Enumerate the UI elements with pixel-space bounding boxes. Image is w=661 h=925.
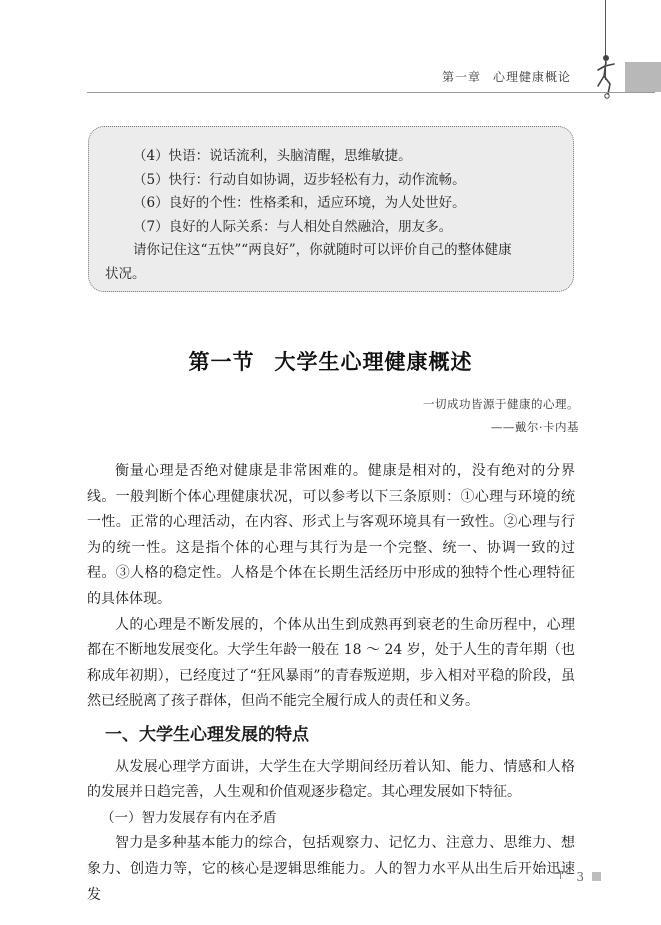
section-heading: 大学生心理健康概述: [274, 349, 473, 374]
note-box: [88, 126, 574, 292]
chapter-tab-marker: [625, 62, 661, 92]
sub-subsection-heading: （一）智力发展存有内在矛盾: [101, 809, 277, 826]
paragraph-2: 人的心理是不断发展的，个体从出生到成熟再到衰老的生命历程中，心理都在不断地发展变化。大学生年龄一般在 18 ～ 24 岁，处于人生的青年期（也称成年初期），已经度过了“狂风暴雨”的青春叛逆期，步入相对平稳的阶段，虽然已经脱离了孩子群体，但尚不能完全履行成人的责任和义务。: [87, 616, 575, 710]
note-line-6: （6）良好的个性：性格柔和，适应环境，为人处世好。: [133, 195, 466, 211]
paragraph-4: 智力是多种基本能力的综合，包括观察力、记忆力、注意力、思维力、想象力、创造力等，它的核心是逻辑思维能力。人的智力水平从出生后开始迅速发: [87, 835, 575, 903]
note-line-4: （4）快语：说话流利，头脑清醒，思维敏捷。: [133, 148, 412, 164]
section-number: 第一节: [188, 349, 255, 374]
note-line-7: （7）良好的人际关系：与人相处自然融洽，朋友多。: [133, 218, 453, 235]
header-chapter: 第一章: [441, 70, 481, 84]
corner-mark-icon: [560, 871, 568, 879]
epigraph-text: 一切成功皆源于健康的心理。: [423, 397, 579, 411]
note-closing-line-1: 请你记住这“五快”“两良好”，你就随时可以评价自己的整体健康: [133, 242, 512, 258]
page-footer: [560, 870, 601, 884]
running-header: [442, 68, 571, 85]
square-marker-icon: [592, 872, 601, 881]
note-line-5: （5）快行：行动自如协调，迈步轻松有力，动作流畅。: [133, 171, 466, 188]
epigraph-author: ——戴尔·卡内基: [490, 420, 579, 434]
header-chapter-title: 心理健康概论: [492, 70, 571, 84]
header-rule: [87, 92, 655, 93]
paragraph-3: 从发展心理学方面讲，大学生在大学期间经历着认知、能力、情感和人格的发展并日趋完善，人生观和价值观逐步稳定。其心理发展如下特征。: [87, 758, 575, 801]
page-number: 3: [576, 870, 584, 884]
note-closing-line-2: 状况。: [105, 265, 146, 282]
subsection-heading: 一、大学生心理发展的特点: [105, 724, 309, 745]
section-title: [0, 346, 661, 376]
body-text: [87, 459, 575, 908]
epigraph: [423, 393, 579, 439]
paragraph-1: 衡量心理是否绝对健康是非常困难的。健康是相对的，没有绝对的分界线。一般判断个体心理健康状况，可以参考以下三条原则：①心理与环境的统一性。正常的心理活动，在内容、形式上与客观环境具有一致性。②心理与行为的统一性。这是指个体的心理与其行为是一个完整、统一、协调一致的过程。③人格的稳定性。人格是个体在长期生活经历中形成的独特个性心理特征的具体体现。: [87, 463, 575, 607]
